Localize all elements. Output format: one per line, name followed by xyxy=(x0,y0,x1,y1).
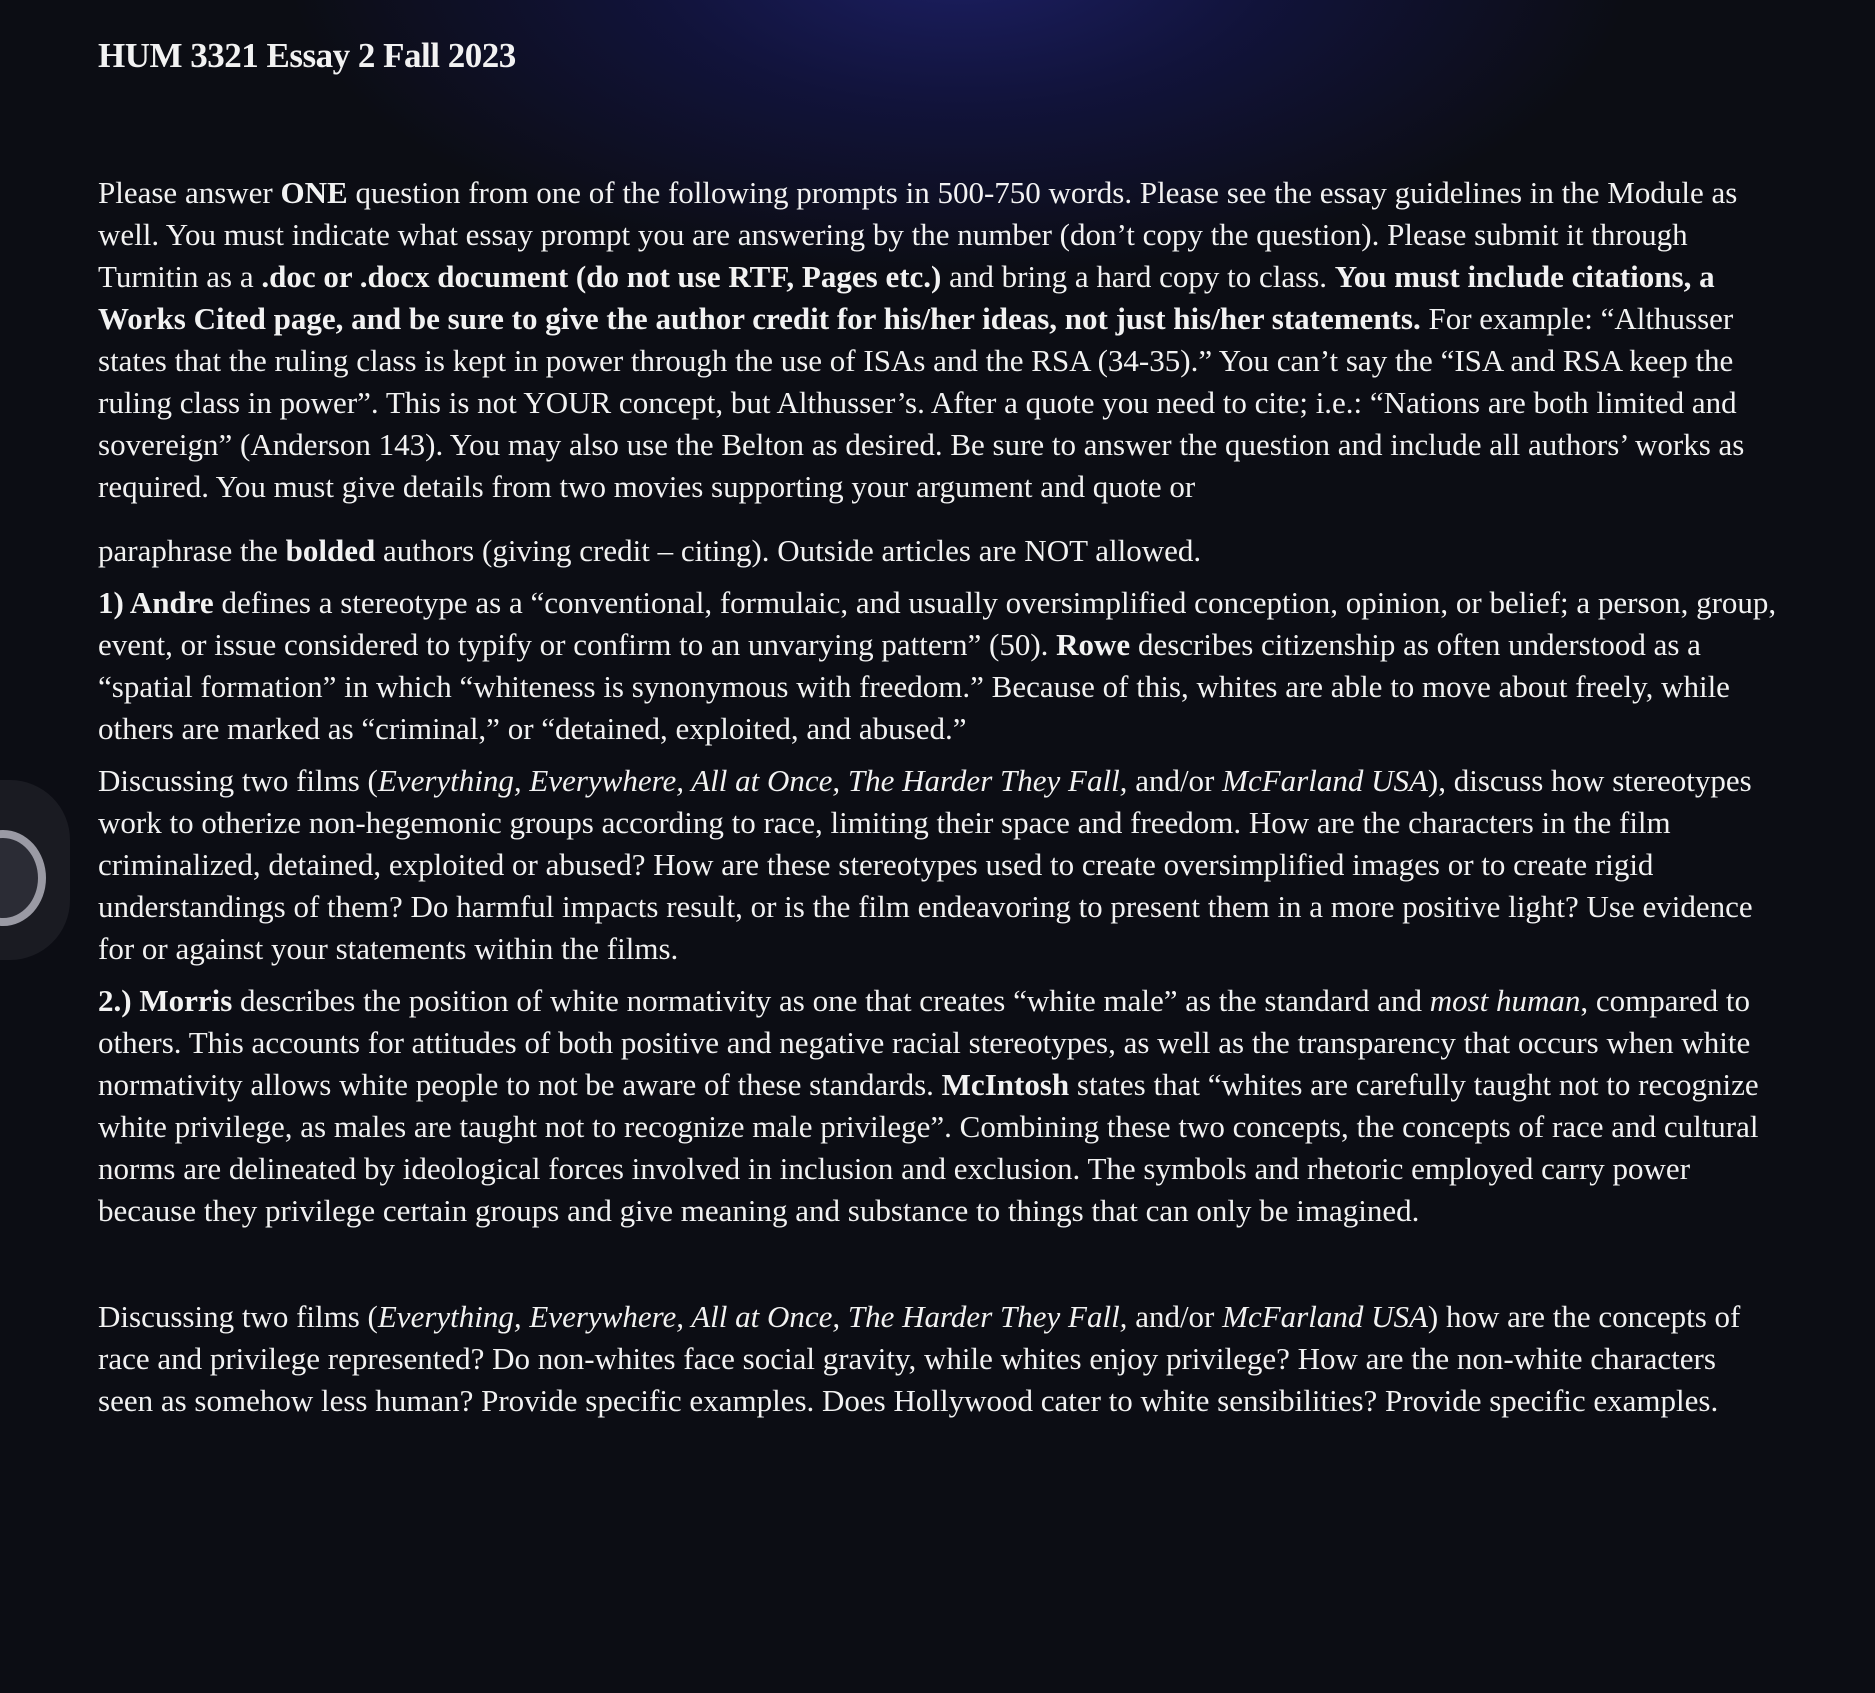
text: Discussing two films ( xyxy=(98,763,378,798)
prompt-2 xyxy=(98,980,1778,1422)
text: ), discuss how stereotypes work to otherize non-hegemonic groups according to race, limiting their space and freedom. How are the characters in the film criminalized, detained, exploited or abused? How are these stereotypes used to create oversimplified images or to create rigid understandings of them? Do harmful impacts result, or is the film endeavoring to present them in a more positive light? Use evidence for or against your statements within the films. xyxy=(98,763,1753,966)
document-page xyxy=(98,36,1778,1422)
text: states that “whites are carefully taught not to recognize white privilege, as males are taught not to recognize male privilege”. Combining these two concepts, the concepts of race and cultural norms are delineated by ideological forces involved in inclusion and exclusion. The symbols and rhetoric employed carry power because they privilege certain groups and give meaning and substance to things that can only be imagined. xyxy=(98,1067,1759,1228)
text: authors (giving credit – citing). Outside articles are NOT allowed. xyxy=(375,533,1202,568)
emphasis: ONE xyxy=(280,175,348,210)
film-titles: Everything, Everywhere, All at Once, The Harder They Fall, xyxy=(377,1299,1128,1334)
text: and/or xyxy=(1127,763,1223,798)
author-name: Rowe xyxy=(1056,627,1131,662)
emphasis: bolded xyxy=(285,533,376,568)
prompt-number: 2.) Morris xyxy=(98,983,233,1018)
film-title: McFarland USA xyxy=(1222,763,1428,798)
text: , compared to others. This accounts for attitudes of both positive and negative racial stereotypes, as well as the transparency that occurs when white normativity allows white people to not be aware of these standards. xyxy=(98,983,1751,1102)
prompt-2-context xyxy=(98,980,1778,1232)
text: defines a stereotype as a “conventional, formulaic, and usually oversimplified conception, opinion, or belief; a person, group, event, or issue considered to typify or confirm to an unvarying pattern” (50). xyxy=(98,585,1777,662)
prompt-1-task xyxy=(98,760,1778,970)
instructions-paragraph xyxy=(98,172,1778,508)
instructions-paragraph-end xyxy=(98,530,1778,572)
author-name: McIntosh xyxy=(941,1067,1070,1102)
prompt-2-task xyxy=(98,1296,1778,1422)
emphasis: .doc or .docx document (do not use RTF, Pages etc.) xyxy=(261,259,942,294)
prompt-1-context xyxy=(98,582,1778,750)
prompt-1 xyxy=(98,582,1778,970)
document-title: HUM 3321 Essay 2 Fall 2023 xyxy=(98,36,516,75)
text: ) how are the concepts of race and privilege represented? Do non-whites face social gravity, while whites enjoy privilege? How are the non-white characters seen as somehow less human? Provide specific examples. Does Hollywood cater to white sensibilities? Provide specific examples. xyxy=(98,1299,1741,1418)
text: For example: “Althusser states that the ruling class is kept in power through the use of ISAs and the RSA (34-35).” You can’t say the “ISA and RSA keep the ruling class in power”. This is not YOUR concept, but Althusser’s. After a quote you need to cite; i.e.: “Nations are both limited and sovereign” (Anderson 143). You may also use the Belton as desired. Be sure to answer the question and include all authors’ works as required. You must give details from two movies supporting your argument and quote or xyxy=(98,301,1745,504)
emphasis: You must include citations, a Works Cited page, and be sure to give the author credit for his/her ideas, not just his/her statements. xyxy=(98,259,1715,336)
film-titles: Everything, Everywhere, All at Once, The Harder They Fall, xyxy=(377,763,1128,798)
emphasis: most human xyxy=(1429,983,1581,1018)
text: describes the position of white normativity as one that creates “white male” as the standard and xyxy=(232,983,1430,1018)
text: and/or xyxy=(1127,1299,1223,1334)
text: paraphrase the xyxy=(98,533,286,568)
text: describes citizenship as often understood as a “spatial formation” in which “whiteness is synonymous with freedom.” Because of this, whites are able to move about freely, while others are marked as “criminal,” or “detained, exploited, and abused.” xyxy=(98,627,1730,746)
film-title: McFarland USA xyxy=(1222,1299,1428,1334)
instructions xyxy=(98,172,1778,572)
text: and bring a hard copy to class. xyxy=(941,259,1335,294)
prompt-number: 1) Andre xyxy=(98,585,214,620)
text: Discussing two films ( xyxy=(98,1299,378,1334)
text: question from one of the following prompts in 500-750 words. Please see the essay guidelines in the Module as well. You must indicate what essay prompt you are answering by the number (don’t copy the question). Please submit it through Turnitin as a xyxy=(98,175,1738,294)
text: Please answer xyxy=(98,175,281,210)
